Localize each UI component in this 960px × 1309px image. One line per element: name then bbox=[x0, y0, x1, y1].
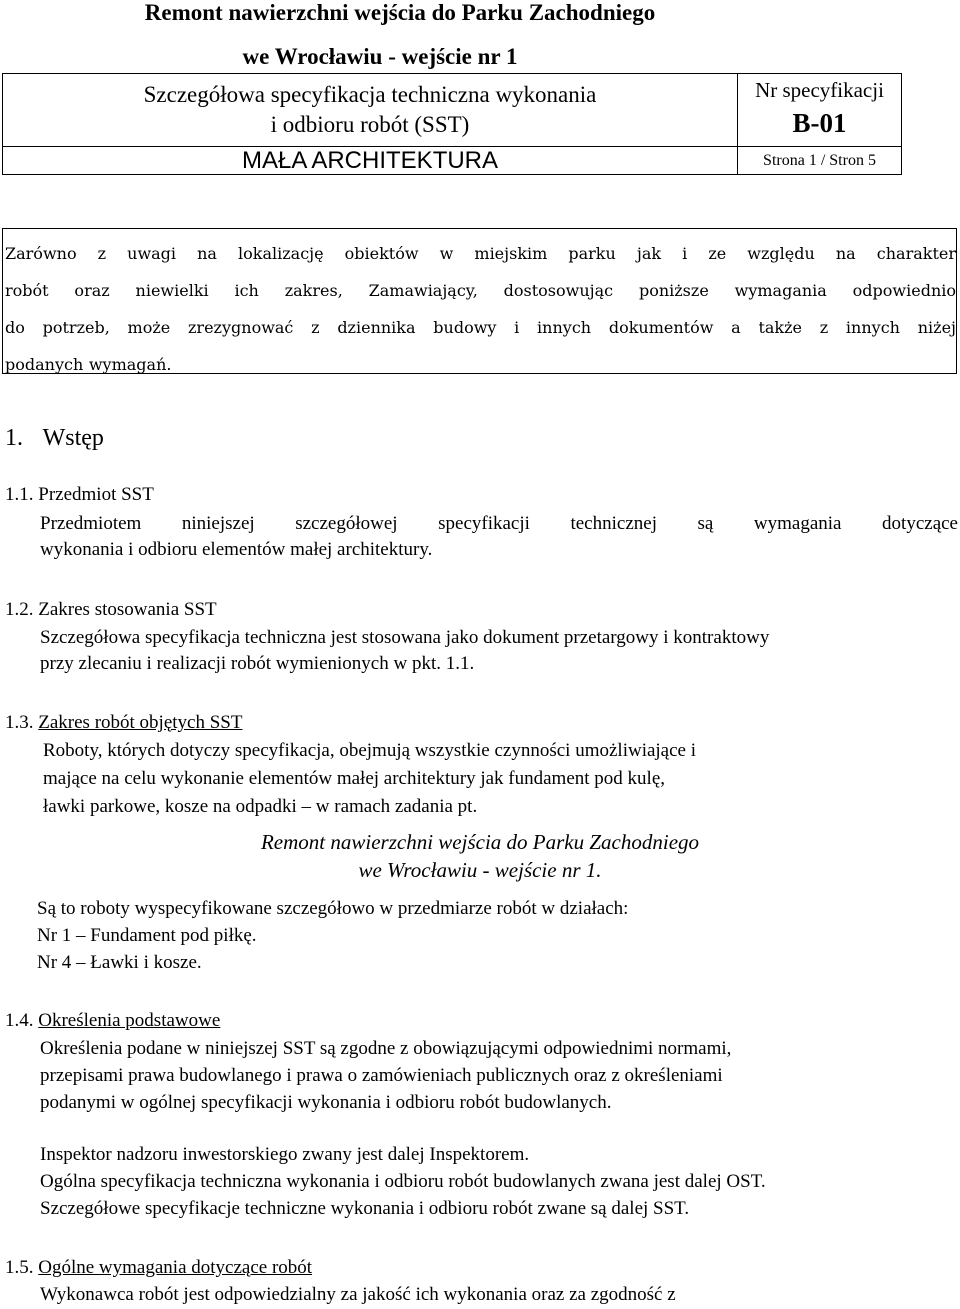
subsection-body-1-5 bbox=[40, 1282, 958, 1308]
notice-line: podanych wymagań. bbox=[5, 355, 172, 374]
subsection-body-1-1 bbox=[40, 511, 958, 563]
subsection-heading-1-5 bbox=[5, 1255, 312, 1281]
task-title-line-2: we Wrocławiu - wejście nr 1. bbox=[358, 858, 602, 882]
section-title: Wstęp bbox=[42, 425, 104, 451]
notice-line: robót oraz niewielki ich zakres, Zamawiający, dostosowując poniższe wymagania odpowiednio bbox=[5, 281, 956, 300]
section-number: 1. bbox=[5, 425, 23, 451]
subsection-number: 1.5. bbox=[5, 1257, 34, 1278]
subsection-number: 1.3. bbox=[5, 712, 34, 733]
body-line: podanymi w ogólnej specyfikacji wykonania i odbioru robót budowlanych. bbox=[40, 1092, 612, 1113]
subsection-body-1-2 bbox=[40, 625, 958, 677]
body-line: przy zlecaniu i realizacji robót wymienionych w pkt. 1.1. bbox=[40, 653, 475, 674]
spec-title-line-1: Szczegółowa specyfikacja techniczna wykonania bbox=[143, 82, 597, 107]
spec-number: B-01 bbox=[792, 108, 847, 138]
subsection-title: Przedmiot SST bbox=[38, 484, 154, 505]
definition-line: Ogólna specyfikacja techniczna wykonania i odbioru robót budowlanych zwana jest dalej OST. bbox=[40, 1171, 766, 1192]
section-heading-introduction bbox=[5, 425, 104, 452]
header-left-cell bbox=[3, 74, 738, 174]
subsection-number: 1.1. bbox=[5, 484, 34, 505]
definition-line: Inspektor nadzoru inwestorskiego zwany jest dalej Inspektorem. bbox=[40, 1144, 530, 1165]
body-line: ławki parkowe, kosze na odpadki – w ramach zadania pt. bbox=[43, 796, 478, 817]
body-line: Określenia podane w niniejszej SST są zgodne z obowiązującymi odpowiednimi normami, bbox=[40, 1038, 732, 1059]
body-line: Roboty, których dotyczy specyfikacja, obejmują wszystkie czynności umożliwiające i bbox=[43, 740, 697, 761]
notice-line: Zarówno z uwagi na lokalizację obiektów w miejskim parku jak i ze względu na charakter bbox=[5, 244, 956, 263]
spec-title bbox=[3, 80, 737, 140]
definition-line: Szczegółowe specyfikacje techniczne wykonania i odbioru robót zwane są dalej SST. bbox=[40, 1198, 690, 1219]
body-line: Wykonawca robót jest odpowiedzialny za jakość ich wykonania oraz za zgodność z bbox=[40, 1284, 676, 1305]
task-title-line-1: Remont nawierzchni wejścia do Parku Zachodniego bbox=[260, 830, 700, 854]
subsection-number: 1.2. bbox=[5, 599, 34, 620]
body-line: przepisami prawa budowlanego i prawa o zamówieniach publicznych oraz z określeniami bbox=[40, 1065, 723, 1086]
subsection-heading-1-3 bbox=[5, 710, 242, 736]
body-line: Są to roboty wyspecyfikowane szczegółowo w przedmiarze robót w działach: bbox=[37, 898, 629, 919]
subsection-title: Określenia podstawowe bbox=[38, 1010, 221, 1031]
subsection-title: Ogólne wymagania dotyczące robót bbox=[38, 1257, 313, 1278]
subsection-body-1-4 bbox=[40, 1035, 958, 1116]
spec-category: MAŁA ARCHITEKTURA bbox=[3, 146, 737, 175]
subsection-body-1-3 bbox=[43, 737, 960, 821]
body-line: Nr 1 – Fundament pod piłkę. bbox=[37, 925, 257, 946]
notice-box bbox=[2, 228, 957, 374]
subsection-number: 1.4. bbox=[5, 1010, 34, 1031]
body-line: Przedmiotem niniejszej szczegółowej specyfikacji technicznej są wymagania dotyczące bbox=[40, 513, 958, 534]
document-title-line-1: Remont nawierzchni wejścia do Parku Zachodniego bbox=[144, 0, 656, 25]
subsection-title: Zakres robót objętych SST bbox=[38, 712, 243, 733]
subsection-heading-1-4 bbox=[5, 1008, 220, 1034]
header-right-cell bbox=[738, 74, 901, 174]
subsection-body-1-3-scope bbox=[37, 895, 955, 976]
subsection-title: Zakres stosowania SST bbox=[38, 599, 217, 620]
body-line: Nr 4 – Ławki i kosze. bbox=[37, 952, 202, 973]
spec-number-label: Nr specyfikacji bbox=[755, 78, 884, 102]
definitions-block bbox=[40, 1141, 958, 1222]
subsection-heading-1-1 bbox=[5, 482, 154, 508]
specification-header-table bbox=[2, 73, 902, 175]
subsection-heading-1-2 bbox=[5, 597, 217, 623]
notice-line: do potrzeb, może zrezygnować z dziennika budowy i innych dokumentów a także z innych niżej bbox=[5, 318, 956, 337]
document-title-line-2: we Wrocławiu - wejście nr 1 bbox=[242, 44, 518, 69]
body-line: wykonania i odbioru elementów małej architektury. bbox=[40, 539, 433, 560]
page-info: Strona 1 / Stron 5 bbox=[738, 146, 901, 175]
body-line: Szczegółowa specyfikacja techniczna jest stosowana jako dokument przetargowy i kontraktowy bbox=[40, 627, 770, 648]
spec-title-line-2: i odbioru robót (SST) bbox=[270, 112, 470, 137]
body-line: mające na celu wykonanie elementów małej architektury jak fundament pod kulę, bbox=[43, 768, 666, 789]
